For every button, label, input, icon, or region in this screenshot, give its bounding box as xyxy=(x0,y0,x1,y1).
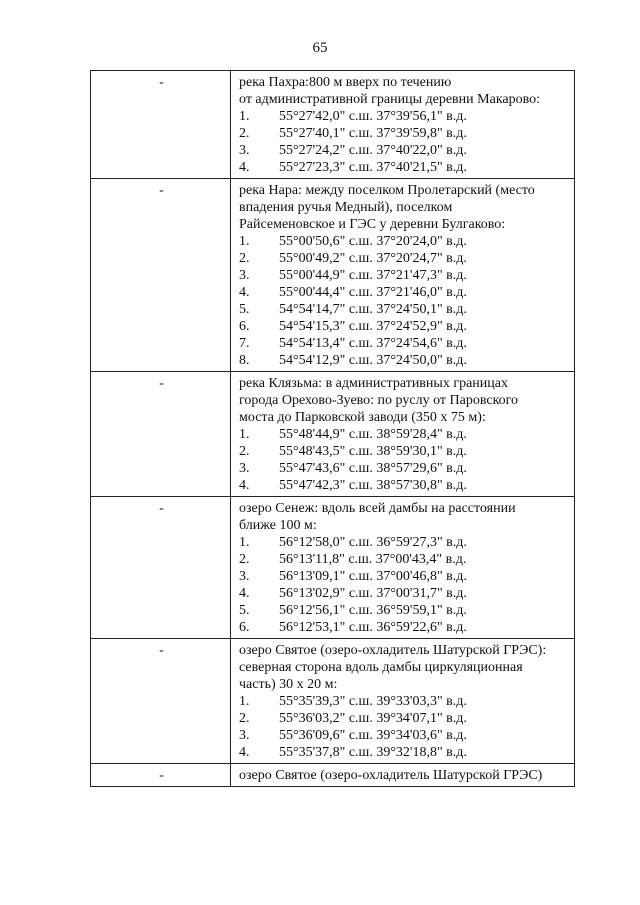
coordinate-item xyxy=(239,335,568,352)
coordinate-value: 54°54'14,7" с.ш. 37°24'50,1" в.д. xyxy=(279,302,467,317)
description-cell xyxy=(231,639,575,764)
coordinate-number: 3. xyxy=(239,143,250,158)
coordinate-number: 7. xyxy=(239,336,250,351)
marker-cell xyxy=(91,71,231,179)
row-marker: - xyxy=(159,376,164,391)
coordinate-list xyxy=(239,233,568,369)
coordinate-value: 55°00'49,2" с.ш. 37°20'24,7" в.д. xyxy=(279,251,467,266)
coordinate-number: 5. xyxy=(239,302,250,317)
coordinate-item xyxy=(239,125,568,142)
coordinate-value: 56°13'11,8" с.ш. 37°00'43,4" в.д. xyxy=(279,552,467,567)
location-description: река Пахра:800 м вверх по течению от административной границы деревни Макарово: xyxy=(239,75,541,107)
coordinate-item xyxy=(239,585,568,602)
coordinate-item xyxy=(239,233,568,250)
coordinate-item xyxy=(239,568,568,585)
coordinate-number: 1. xyxy=(239,694,250,709)
coordinate-number: 1. xyxy=(239,535,250,550)
coordinate-number: 3. xyxy=(239,461,250,476)
table-row xyxy=(91,71,575,179)
coordinate-number: 4. xyxy=(239,586,250,601)
location-description: река Нара: между поселком Пролетарский (место впадения ручья Медный), поселком Райсеменовское и ГЭС у деревни Булгаково: xyxy=(239,183,535,232)
coordinate-value: 55°00'50,6" с.ш. 37°20'24,0" в.д. xyxy=(279,234,467,249)
coordinate-list xyxy=(239,426,568,494)
coordinate-item xyxy=(239,108,568,125)
coordinate-value: 55°00'44,4" с.ш. 37°21'46,0" в.д. xyxy=(279,285,467,300)
coordinate-item xyxy=(239,744,568,761)
coordinate-number: 8. xyxy=(239,353,250,368)
coordinate-list xyxy=(239,693,568,761)
coordinate-value: 56°12'58,0" с.ш. 36°59'27,3" в.д. xyxy=(279,535,467,550)
coordinate-value: 55°00'44,9" с.ш. 37°21'47,3" в.д. xyxy=(279,268,467,283)
location-description: озеро Сенеж: вдоль всей дамбы на расстоянии ближе 100 м: xyxy=(239,501,516,533)
coordinate-item xyxy=(239,534,568,551)
marker-cell xyxy=(91,179,231,372)
coordinate-value: 56°13'09,1" с.ш. 37°00'46,8" в.д. xyxy=(279,569,467,584)
table-row xyxy=(91,764,575,787)
coordinate-item xyxy=(239,619,568,636)
row-marker: - xyxy=(159,643,164,658)
description-cell xyxy=(231,71,575,179)
coordinate-value: 56°12'53,1" с.ш. 36°59'22,6" в.д. xyxy=(279,620,467,635)
coordinate-number: 4. xyxy=(239,478,250,493)
description-cell xyxy=(231,764,575,787)
coordinate-number: 4. xyxy=(239,285,250,300)
coordinate-item xyxy=(239,250,568,267)
coordinate-number: 2. xyxy=(239,251,250,266)
coordinate-number: 1. xyxy=(239,109,250,124)
coordinate-number: 1. xyxy=(239,234,250,249)
coordinate-value: 56°13'02,9" с.ш. 37°00'31,7" в.д. xyxy=(279,586,467,601)
coordinate-number: 2. xyxy=(239,552,250,567)
coordinate-list xyxy=(239,534,568,636)
coordinate-number: 6. xyxy=(239,319,250,334)
row-marker: - xyxy=(159,183,164,198)
description-cell xyxy=(231,179,575,372)
marker-cell xyxy=(91,639,231,764)
coordinate-value: 54°54'15,3" с.ш. 37°24'52,9" в.д. xyxy=(279,319,467,334)
coordinate-item xyxy=(239,267,568,284)
coordinate-number: 4. xyxy=(239,160,250,175)
coordinate-item xyxy=(239,477,568,494)
coordinate-value: 55°27'40,1" с.ш. 37°39'59,8" в.д. xyxy=(279,126,467,141)
coordinate-value: 55°36'09,6" с.ш. 39°34'03,6" в.д. xyxy=(279,728,467,743)
coordinate-number: 3. xyxy=(239,569,250,584)
coordinate-item xyxy=(239,443,568,460)
coordinate-item xyxy=(239,602,568,619)
table-row xyxy=(91,372,575,497)
marker-cell xyxy=(91,372,231,497)
coordinate-item xyxy=(239,693,568,710)
coordinate-value: 55°48'44,9" с.ш. 38°59'28,4" в.д. xyxy=(279,427,467,442)
coordinate-number: 3. xyxy=(239,268,250,283)
coordinate-number: 1. xyxy=(239,427,250,442)
coordinate-value: 54°54'13,4" с.ш. 37°24'54,6" в.д. xyxy=(279,336,467,351)
description-cell xyxy=(231,497,575,639)
coordinate-item xyxy=(239,460,568,477)
coordinate-value: 54°54'12,9" с.ш. 37°24'50,0" в.д. xyxy=(279,353,467,368)
coordinate-value: 55°48'43,5" с.ш. 38°59'30,1" в.д. xyxy=(279,444,467,459)
table-row xyxy=(91,497,575,639)
coordinate-value: 55°27'23,3" с.ш. 37°40'21,5" в.д. xyxy=(279,160,467,175)
table-row xyxy=(91,179,575,372)
coordinate-item xyxy=(239,551,568,568)
coordinate-item xyxy=(239,142,568,159)
coordinate-item xyxy=(239,352,568,369)
coordinate-item xyxy=(239,426,568,443)
location-description: озеро Святое (озеро-охладитель Шатурской ГРЭС) xyxy=(239,768,543,783)
marker-cell xyxy=(91,497,231,639)
location-description: река Клязьма: в административных границах города Орехово-Зуево: по руслу от Паровского моста до Парковской заводи (350 х 75 м): xyxy=(239,376,519,425)
coordinate-number: 2. xyxy=(239,126,250,141)
water-bodies-table xyxy=(90,70,575,787)
description-cell xyxy=(231,372,575,497)
coordinate-value: 55°36'03,2" с.ш. 39°34'07,1" в.д. xyxy=(279,711,467,726)
coordinate-value: 55°27'24,2" с.ш. 37°40'22,0" в.д. xyxy=(279,143,467,158)
marker-cell xyxy=(91,764,231,787)
location-description: озеро Святое (озеро-охладитель Шатурской ГРЭС): северная сторона вдоль дамбы циркуляционная часть) 30 х 20 м: xyxy=(239,643,547,692)
table-row xyxy=(91,639,575,764)
coordinate-number: 3. xyxy=(239,728,250,743)
page-number: 65 xyxy=(312,40,328,56)
coordinate-value: 55°47'43,6" с.ш. 38°57'29,6" в.д. xyxy=(279,461,467,476)
coordinate-item xyxy=(239,318,568,335)
row-marker: - xyxy=(159,501,164,516)
coordinate-number: 4. xyxy=(239,745,250,760)
coordinate-list xyxy=(239,108,568,176)
coordinate-item xyxy=(239,159,568,176)
coordinate-item xyxy=(239,301,568,318)
coordinate-value: 56°12'56,1" с.ш. 36°59'59,1" в.д. xyxy=(279,603,467,618)
coordinate-value: 55°35'39,3" с.ш. 39°33'03,3" в.д. xyxy=(279,694,467,709)
coordinate-number: 6. xyxy=(239,620,250,635)
coordinate-item xyxy=(239,710,568,727)
coordinate-item xyxy=(239,284,568,301)
coordinate-value: 55°35'37,8" с.ш. 39°32'18,8" в.д. xyxy=(279,745,467,760)
coordinate-number: 2. xyxy=(239,711,250,726)
coordinate-number: 2. xyxy=(239,444,250,459)
row-marker: - xyxy=(159,75,164,90)
coordinate-value: 55°47'42,3" с.ш. 38°57'30,8" в.д. xyxy=(279,478,467,493)
row-marker: - xyxy=(159,768,164,783)
table-body xyxy=(91,71,575,787)
coordinate-value: 55°27'42,0" с.ш. 37°39'56,1" в.д. xyxy=(279,109,467,124)
coordinate-item xyxy=(239,727,568,744)
coordinate-number: 5. xyxy=(239,603,250,618)
